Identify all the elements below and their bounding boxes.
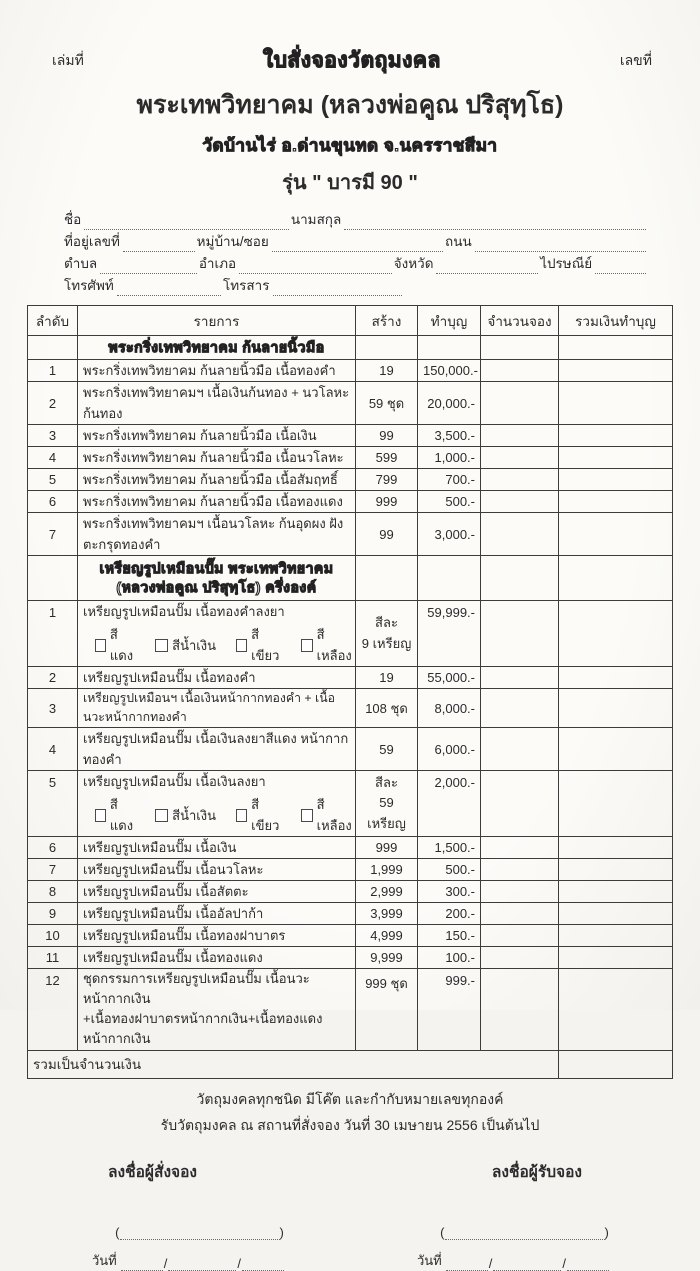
village-label: หมู่บ้าน/ซอย — [196, 234, 269, 249]
made-count: 799 — [356, 469, 418, 491]
total-amount-cell[interactable] — [559, 881, 673, 903]
fax-fill-line[interactable] — [273, 280, 402, 296]
address-row — [64, 230, 646, 252]
item-name: เหรียญรูปเหมือนปั๊ม เนื้อทองคำลงยา — [83, 604, 285, 619]
province-fill-line[interactable] — [436, 258, 538, 274]
made-count: 999 — [356, 837, 418, 859]
surname-fill-line[interactable] — [344, 214, 646, 230]
item-name: เหรียญรูปเหมือนปั๊ม เนื้ออัลปาก้า — [78, 903, 356, 925]
item-row — [28, 903, 673, 925]
item-row — [28, 925, 673, 947]
made-count: 999 — [356, 491, 418, 513]
row-no: 10 — [28, 925, 78, 947]
color-checkbox-green[interactable] — [236, 639, 247, 652]
orderer-date-line[interactable] — [92, 1250, 307, 1271]
item-row-with-colors — [28, 601, 673, 667]
reserve-qty-cell[interactable] — [481, 947, 559, 969]
item-name: เหรียญรูปเหมือนปั๊ม เนื้อทองฝาบาตร — [78, 925, 356, 947]
item-row — [28, 491, 673, 513]
item-name: เหรียญรูปเหมือนปั๊ม เนื้อทองแดง — [78, 947, 356, 969]
district-row — [64, 252, 646, 274]
color-checkbox-blue[interactable] — [155, 809, 168, 822]
district-fill-line[interactable] — [239, 258, 392, 274]
total-amount-cell[interactable] — [559, 601, 673, 667]
temple-address-title: วัดบ้านไร่ อ.ด่านขุนทด จ.นครราชสีมา — [202, 136, 498, 155]
reserve-qty-cell[interactable] — [481, 469, 559, 491]
row-no: 8 — [28, 881, 78, 903]
color-option-label: สีน้ำเงิน — [172, 637, 216, 653]
donation-price: 6,000.- — [418, 728, 481, 771]
made-count-line2: 59 เหรียญ — [367, 795, 406, 831]
item-name: เหรียญรูปเหมือนปั๊ม เนื้อเงินลงยา — [83, 774, 266, 789]
item-name: พระกริ่งเทพวิทยาคม ก้นลายนิ้วมือ เนื้อนวโลหะ — [78, 447, 356, 469]
date-slash: / — [163, 1255, 168, 1271]
total-amount-cell[interactable] — [559, 689, 673, 728]
item-name: พระกริ่งเทพวิทยาคมฯ เนื้อนวโลหะ ก้นอุดผง ฝังตะกรุดทองคำ — [78, 513, 356, 556]
district-label: อำเภอ — [198, 256, 237, 271]
receiver-date-line[interactable] — [417, 1250, 632, 1271]
address-no-fill-line[interactable] — [123, 236, 195, 252]
grand-total-row — [28, 1050, 673, 1078]
col-header-reserve-qty: จำนวนจอง — [481, 306, 559, 336]
date-slash: / — [562, 1255, 567, 1271]
made-count: 108 ชุด — [356, 689, 418, 728]
donation-price: 500.- — [418, 491, 481, 513]
form-header — [0, 0, 700, 198]
made-count: 99 — [356, 425, 418, 447]
section2-title-line2: (หลวงพ่อคูณ ปริสุทฺโธ) ครึ่งองค์ — [116, 579, 317, 595]
donation-price: 300.- — [418, 881, 481, 903]
reserve-qty-cell[interactable] — [481, 513, 559, 556]
order-table — [27, 305, 673, 1079]
province-label: จังหวัด — [393, 256, 434, 271]
form-title: ใบสั่งจองวัตถุมงคล — [262, 49, 441, 72]
col-header-made: สร้าง — [356, 306, 418, 336]
total-amount-cell[interactable] — [559, 903, 673, 925]
row-no: 3 — [28, 425, 78, 447]
master-name-title: พระเทพวิทยาคม (หลวงพ่อคูณ ปริสุทฺโธ) — [136, 91, 564, 119]
item-row — [28, 969, 673, 1051]
row-no: 6 — [28, 491, 78, 513]
item-row — [28, 837, 673, 859]
orderer-name-line[interactable] — [92, 1224, 307, 1240]
made-count: 4,999 — [356, 925, 418, 947]
orderer-sign-label: ลงชื่อผู้สั่งจอง — [108, 1163, 197, 1181]
row-no: 1 — [28, 601, 78, 667]
donation-price: 200.- — [418, 903, 481, 925]
receiver-name-line[interactable] — [417, 1224, 632, 1240]
reserve-qty-cell[interactable] — [481, 382, 559, 425]
row-no: 4 — [28, 447, 78, 469]
total-amount-cell[interactable] — [559, 728, 673, 771]
date-label: วันที่ — [92, 1252, 117, 1268]
col-header-no: ลำดับ — [28, 306, 78, 336]
color-options-line — [95, 794, 350, 836]
row-no: 2 — [28, 382, 78, 425]
reserve-qty-cell[interactable] — [481, 969, 559, 1051]
total-amount-cell[interactable] — [559, 425, 673, 447]
color-option-label: สีน้ำเงิน — [172, 807, 216, 823]
fax-label: โทรสาร — [223, 278, 270, 293]
item-row — [28, 360, 673, 382]
color-option-label: สีเขียว — [251, 627, 280, 663]
total-amount-cell[interactable] — [559, 667, 673, 689]
note-code-line: วัตถุมงคลทุกชนิด มีโค๊ต และกำกับหมายเลขทุกองค์ — [196, 1090, 504, 1107]
row-no: 12 — [28, 969, 78, 1051]
item-row — [28, 859, 673, 881]
item-name: พระกริ่งเทพวิทยาคม ก้นลายนิ้วมือ เนื้อสัมฤทธิ์ — [78, 469, 356, 491]
row-no: 7 — [28, 513, 78, 556]
row-no: 1 — [28, 360, 78, 382]
reserve-qty-cell[interactable] — [481, 689, 559, 728]
donation-price: 1,000.- — [418, 447, 481, 469]
made-count: 999 ชุด — [356, 969, 418, 1051]
row-no: 2 — [28, 667, 78, 689]
donation-price: 8,000.- — [418, 689, 481, 728]
color-checkbox-green[interactable] — [236, 809, 247, 822]
paren-close: ) — [604, 1224, 609, 1240]
section2-header-row — [28, 556, 673, 601]
made-count: 19 — [356, 667, 418, 689]
item-name-line2: +เนื้อทองฝาบาตรหน้ากากเงิน+เนื้อทองแดงหน้ากากเงิน — [83, 1011, 323, 1047]
item-row — [28, 469, 673, 491]
section1-header-row — [28, 336, 673, 360]
made-count: 3,999 — [356, 903, 418, 925]
book-no-label: เล่มที่ — [52, 52, 84, 68]
item-row — [28, 447, 673, 469]
subdistrict-fill-line[interactable] — [100, 258, 197, 274]
reserve-qty-cell[interactable] — [481, 837, 559, 859]
item-name: พระกริ่งเทพวิทยาคม ก้นลายนิ้วมือ เนื้อทองแดง — [78, 491, 356, 513]
item-name: เหรียญรูปเหมือนปั๊ม เนื้อสัตตะ — [78, 881, 356, 903]
buyer-info-fields — [64, 208, 646, 296]
made-count: 59 ชุด — [356, 382, 418, 425]
section1-title: พระกริ่งเทพวิทยาคม ก้นลายนิ้วมือ — [108, 339, 325, 356]
name-row — [64, 208, 646, 230]
total-amount-cell[interactable] — [559, 859, 673, 881]
donation-price: 3,500.- — [418, 425, 481, 447]
donation-price: 700.- — [418, 469, 481, 491]
item-row — [28, 382, 673, 425]
note-pickup-line: รับวัตถุมงคล ณ สถานที่สั่งจอง วันที่ 30 เมษายน 2556 เป็นต้นไป — [160, 1116, 540, 1133]
color-option-label: สีเหลือง — [316, 797, 352, 833]
total-amount-cell[interactable] — [559, 382, 673, 425]
color-option-label: สีเหลือง — [316, 627, 352, 663]
reserve-qty-cell[interactable] — [481, 859, 559, 881]
item-row — [28, 728, 673, 771]
row-no: 5 — [28, 771, 78, 837]
reserve-qty-cell[interactable] — [481, 903, 559, 925]
village-fill-line[interactable] — [272, 236, 443, 252]
receiver-sign-label: ลงชื่อผู้รับจอง — [491, 1163, 582, 1181]
total-amount-cell[interactable] — [559, 947, 673, 969]
row-no: 9 — [28, 903, 78, 925]
row-no: 7 — [28, 859, 78, 881]
made-count: 599 — [356, 447, 418, 469]
total-amount-cell[interactable] — [559, 469, 673, 491]
phone-fill-line[interactable] — [117, 280, 221, 296]
reserve-qty-cell[interactable] — [481, 667, 559, 689]
color-checkbox-yellow[interactable] — [301, 639, 312, 652]
item-name: พระกริ่งเทพวิทยาคมฯ เนื้อเงินก้นทอง + นวโลหะก้นทอง — [78, 382, 356, 425]
made-count: 19 — [356, 360, 418, 382]
color-options-line — [95, 624, 350, 666]
color-checkbox-blue[interactable] — [155, 639, 168, 652]
paren-close: ) — [279, 1224, 284, 1240]
item-row — [28, 689, 673, 728]
item-row-with-colors — [28, 771, 673, 837]
reserve-qty-cell[interactable] — [481, 728, 559, 771]
reserve-qty-cell[interactable] — [481, 881, 559, 903]
paren-open: ( — [115, 1224, 120, 1240]
total-amount-cell[interactable] — [559, 925, 673, 947]
item-name: พระกริ่งเทพวิทยาคม ก้นลายนิ้วมือ เนื้อเงิน — [78, 425, 356, 447]
phone-label: โทรศัพท์ — [64, 278, 114, 293]
color-option-label: สีแดง — [109, 627, 134, 663]
date-label: วันที่ — [417, 1252, 442, 1268]
paren-open: ( — [440, 1224, 445, 1240]
donation-price: 20,000.- — [418, 382, 481, 425]
orderer-signature-block — [92, 1224, 307, 1271]
col-header-total-amount: รวมเงินทำบุญ — [559, 306, 673, 336]
made-count-line1: สีละ — [375, 615, 398, 631]
section2-title-line1: เหรียญรูปเหมือนปั๊ม พระเทพวิทยาคม — [99, 560, 334, 577]
table-header-row — [28, 306, 673, 336]
total-amount-cell[interactable] — [559, 491, 673, 513]
donation-price: 55,000.- — [418, 667, 481, 689]
total-amount-cell[interactable] — [559, 360, 673, 382]
surname-label: นามสกุล — [290, 212, 342, 227]
color-checkbox-red[interactable] — [95, 639, 106, 652]
item-name-line1: ชุดกรรมการเหรียญรูปเหมือนปั๊ม เนื้อนวะหน้ากากเงิน — [83, 971, 310, 1007]
name-label: ชื่อ — [64, 212, 82, 227]
total-amount-cell[interactable] — [559, 837, 673, 859]
item-name: เหรียญรูปเหมือนปั๊ม เนื้อทองคำ — [78, 667, 356, 689]
postal-fill-line[interactable] — [595, 258, 646, 274]
row-no: 11 — [28, 947, 78, 969]
item-name: เหรียญรูปเหมือนปั๊ม เนื้อนวโลหะ — [78, 859, 356, 881]
made-count: 59 — [356, 728, 418, 771]
reserve-qty-cell[interactable] — [481, 771, 559, 837]
made-count: 99 — [356, 513, 418, 556]
made-count-line2: 9 เหรียญ — [361, 635, 412, 651]
signature-labels-row — [0, 1159, 700, 1184]
row-no: 6 — [28, 837, 78, 859]
donation-price: 2,000.- — [418, 771, 481, 837]
color-checkbox-yellow[interactable] — [301, 809, 312, 822]
item-row — [28, 425, 673, 447]
doc-no-label: เลขที่ — [619, 52, 652, 68]
item-row — [28, 881, 673, 903]
name-fill-line[interactable] — [84, 214, 289, 230]
road-fill-line[interactable] — [475, 236, 646, 252]
receiver-signature-block — [417, 1224, 632, 1271]
donation-price: 150,000.- — [418, 360, 481, 382]
total-amount-cell[interactable] — [559, 771, 673, 837]
item-name: พระกริ่งเทพวิทยาคม ก้นลายนิ้วมือ เนื้อทองคำ — [78, 360, 356, 382]
color-option-label: สีแดง — [109, 797, 134, 833]
made-count: 9,999 — [356, 947, 418, 969]
made-count-line1: สีละ — [375, 775, 398, 791]
made-count: 1,999 — [356, 859, 418, 881]
item-name: เหรียญรูปเหมือนปั๊ม เนื้อเงินลงยาสีแดง หน้ากากทองคำ — [78, 728, 356, 771]
grand-total-cell[interactable] — [559, 1050, 673, 1078]
row-no: 4 — [28, 728, 78, 771]
date-slash: / — [237, 1255, 242, 1271]
total-amount-cell[interactable] — [559, 447, 673, 469]
item-row — [28, 667, 673, 689]
donation-price: 500.- — [418, 859, 481, 881]
road-label: ถนน — [445, 234, 472, 249]
reserve-qty-cell[interactable] — [481, 925, 559, 947]
donation-price: 150.- — [418, 925, 481, 947]
col-header-donation: ทำบุญ — [418, 306, 481, 336]
row-no: 3 — [28, 689, 78, 728]
reserve-qty-cell[interactable] — [481, 601, 559, 667]
item-row — [28, 513, 673, 556]
donation-price: 3,000.- — [418, 513, 481, 556]
donation-price: 100.- — [418, 947, 481, 969]
total-label-cell: รวมเป็นจำนวนเงิน — [28, 1050, 559, 1078]
date-slash: / — [488, 1255, 493, 1271]
donation-price: 999.- — [418, 969, 481, 1051]
subdistrict-label: ตำบล — [64, 256, 98, 271]
donation-price: 1,500.- — [418, 837, 481, 859]
item-name: เหรียญรูปเหมือนฯ เนื้อเงินหน้ากากทองคำ + เนื้อนวะหน้ากากทองคำ — [78, 689, 356, 728]
phone-row — [64, 274, 402, 296]
made-count: 2,999 — [356, 881, 418, 903]
color-option-label: สีเขียว — [251, 797, 280, 833]
edition-title: รุ่น " บารมี 90 " — [282, 172, 418, 194]
donation-price: 59,999.- — [418, 601, 481, 667]
postal-label: ไปรษณีย์ — [540, 256, 593, 271]
reserve-qty-cell[interactable] — [481, 425, 559, 447]
total-amount-cell[interactable] — [559, 969, 673, 1051]
reserve-qty-cell[interactable] — [481, 360, 559, 382]
color-checkbox-red[interactable] — [95, 809, 106, 822]
col-header-item: รายการ — [78, 306, 356, 336]
address-no-label: ที่อยู่เลขที่ — [64, 234, 120, 249]
row-no: 5 — [28, 469, 78, 491]
item-name: เหรียญรูปเหมือนปั๊ม เนื้อเงิน — [78, 837, 356, 859]
item-row — [28, 947, 673, 969]
reserve-qty-cell[interactable] — [481, 447, 559, 469]
signature-lines-row — [0, 1224, 700, 1271]
reserve-qty-cell[interactable] — [481, 491, 559, 513]
total-amount-cell[interactable] — [559, 513, 673, 556]
